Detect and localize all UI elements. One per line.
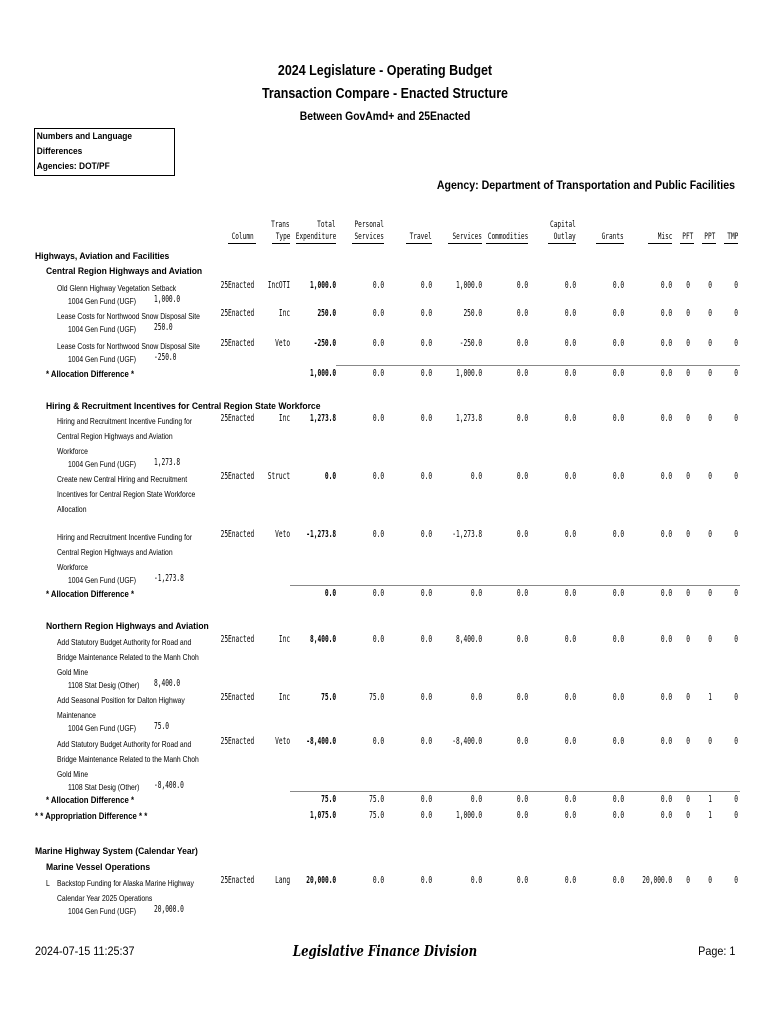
amount-cell: 1,000.0 bbox=[455, 280, 482, 291]
column-value: 25Enacted bbox=[220, 413, 254, 424]
col-total-2: Expenditure bbox=[295, 232, 336, 242]
summary-amount: 0 bbox=[734, 368, 738, 379]
summary-amount: 75.0 bbox=[369, 810, 384, 821]
amount-cell: 0.0 bbox=[470, 471, 482, 482]
report-subtitle: Transaction Compare - Enacted Structure bbox=[261, 86, 508, 102]
amount-cell: 0 bbox=[708, 280, 712, 291]
summary-amount: 0 bbox=[686, 368, 690, 379]
amount-cell: 0.0 bbox=[420, 875, 432, 886]
amount-cell: 0.0 bbox=[420, 634, 432, 645]
fund-amount: 1,000.0 bbox=[154, 294, 181, 305]
summary-amount: 0.0 bbox=[612, 588, 624, 599]
amount-cell: 0.0 bbox=[372, 280, 384, 291]
amount-cell: 0 bbox=[734, 529, 738, 540]
summary-amount: 0.0 bbox=[564, 588, 576, 599]
amount-cell: 0.0 bbox=[660, 736, 672, 747]
amount-cell: 0 bbox=[708, 338, 712, 349]
summary-label: * Allocation Difference * bbox=[46, 589, 135, 600]
column-value: 25Enacted bbox=[220, 529, 254, 540]
amount-cell: -1,273.8 bbox=[306, 529, 336, 540]
amount-cell: 0.0 bbox=[516, 280, 528, 291]
summary-amount: 0.0 bbox=[516, 588, 528, 599]
amount-cell: 0.0 bbox=[516, 692, 528, 703]
amount-cell: 0.0 bbox=[612, 338, 624, 349]
col-trans-1: Trans bbox=[271, 220, 290, 230]
fund-source: 1004 Gen Fund (UGF) bbox=[68, 906, 137, 916]
transaction-description: Bridge Maintenance Related to the Manh Choh bbox=[57, 754, 199, 764]
transaction-description: Backstop Funding for Alaska Marine Highway bbox=[57, 878, 194, 888]
amount-cell: 0.0 bbox=[564, 413, 576, 424]
amount-cell: 0.0 bbox=[372, 875, 384, 886]
transaction-description: Old Glenn Highway Vegetation Setback bbox=[57, 283, 177, 293]
summary-amount: 1 bbox=[708, 794, 712, 805]
transaction-description: Add Seasonal Position for Dalton Highway bbox=[57, 695, 185, 705]
col-personal-1: Personal bbox=[354, 220, 384, 230]
transaction-description: Hiring and Recruitment Incentive Funding for bbox=[57, 532, 193, 542]
subsection-heading: Central Region Highways and Aviation bbox=[46, 266, 203, 277]
filter-box bbox=[34, 128, 175, 176]
amount-cell: 0 bbox=[734, 308, 738, 319]
amount-cell: 0 bbox=[708, 634, 712, 645]
page-number: Page: 1 bbox=[697, 944, 735, 958]
transaction-description: Maintenance bbox=[57, 710, 96, 720]
amount-cell: 0.0 bbox=[612, 736, 624, 747]
amount-cell: 0.0 bbox=[420, 280, 432, 291]
amount-cell: 0.0 bbox=[516, 338, 528, 349]
amount-cell: 0 bbox=[734, 471, 738, 482]
trans-type: IncOTI bbox=[267, 280, 290, 291]
amount-cell: 0 bbox=[734, 280, 738, 291]
summary-amount: 0.0 bbox=[516, 368, 528, 379]
summary-amount: 0 bbox=[686, 794, 690, 805]
col-travel: Travel bbox=[409, 232, 432, 242]
summary-amount: 0 bbox=[734, 794, 738, 805]
summary-amount: 0 bbox=[708, 588, 712, 599]
transaction-description: Add Statutory Budget Authority for Road and bbox=[57, 637, 192, 647]
amount-cell: 0.0 bbox=[660, 692, 672, 703]
amount-cell: 0 bbox=[734, 875, 738, 886]
summary-amount: 1,000.0 bbox=[455, 368, 482, 379]
section-heading: Marine Highway System (Calendar Year) bbox=[35, 846, 198, 857]
summary-amount: 0.0 bbox=[564, 794, 576, 805]
amount-cell: 0.0 bbox=[564, 634, 576, 645]
fund-amount: -250.0 bbox=[154, 352, 177, 363]
amount-cell: 0.0 bbox=[420, 413, 432, 424]
col-total-1: Total bbox=[317, 220, 336, 230]
transaction-description: Workforce bbox=[57, 446, 88, 456]
col-capital-1: Capital bbox=[550, 220, 576, 230]
amount-cell: 0.0 bbox=[372, 471, 384, 482]
fund-amount: 8,400.0 bbox=[154, 678, 181, 689]
summary-amount: 75.0 bbox=[321, 794, 336, 805]
summary-rule bbox=[336, 365, 740, 366]
transaction-description: Allocation bbox=[57, 504, 87, 514]
col-trans-2: Type bbox=[275, 232, 290, 242]
fund-amount: 1,273.8 bbox=[154, 457, 181, 468]
section-heading: Highways, Aviation and Facilities bbox=[35, 251, 170, 262]
col-ppt: PPT bbox=[703, 232, 715, 242]
amount-cell: 0.0 bbox=[420, 471, 432, 482]
amount-cell: 0.0 bbox=[470, 692, 482, 703]
fund-source: 1004 Gen Fund (UGF) bbox=[68, 296, 137, 306]
column-value: 25Enacted bbox=[220, 308, 254, 319]
amount-cell: 0.0 bbox=[324, 471, 336, 482]
amount-cell: 0 bbox=[708, 736, 712, 747]
col-commodities: Commodities bbox=[487, 232, 528, 242]
fund-source: 1004 Gen Fund (UGF) bbox=[68, 575, 137, 585]
fund-source: 1004 Gen Fund (UGF) bbox=[68, 723, 137, 733]
summary-amount: 0.0 bbox=[612, 810, 624, 821]
amount-cell: 1,273.8 bbox=[455, 413, 482, 424]
summary-amount: 0 bbox=[734, 810, 738, 821]
summary-amount: 0.0 bbox=[660, 368, 672, 379]
amount-cell: 0.0 bbox=[420, 692, 432, 703]
amount-cell: -250.0 bbox=[313, 338, 336, 349]
amount-cell: 0.0 bbox=[612, 413, 624, 424]
trans-type: Inc bbox=[278, 692, 290, 703]
summary-amount: 0.0 bbox=[420, 368, 432, 379]
amount-cell: 0.0 bbox=[372, 529, 384, 540]
amount-cell: 0.0 bbox=[372, 413, 384, 424]
amount-cell: 0.0 bbox=[420, 736, 432, 747]
column-value: 25Enacted bbox=[220, 280, 254, 291]
amount-cell: 0.0 bbox=[470, 875, 482, 886]
summary-amount: 0.0 bbox=[660, 810, 672, 821]
summary-amount: 0.0 bbox=[470, 588, 482, 599]
fund-amount: 75.0 bbox=[154, 721, 169, 732]
column-value: 25Enacted bbox=[220, 338, 254, 349]
amount-cell: 0 bbox=[708, 308, 712, 319]
summary-amount: 0 bbox=[686, 810, 690, 821]
transaction-description: Calendar Year 2025 Operations bbox=[57, 893, 153, 903]
col-misc: Misc bbox=[657, 232, 672, 242]
summary-amount: 0.0 bbox=[660, 794, 672, 805]
col-tmp: TMP bbox=[726, 232, 738, 242]
summary-amount: 0.0 bbox=[420, 794, 432, 805]
amount-cell: 0.0 bbox=[660, 338, 672, 349]
fund-source: 1108 Stat Desig (Other) bbox=[68, 782, 140, 792]
amount-cell: -1,273.8 bbox=[452, 529, 482, 540]
column-value: 25Enacted bbox=[220, 471, 254, 482]
report-timestamp: 2024-07-15 11:25:37 bbox=[35, 944, 135, 958]
trans-type: Veto bbox=[275, 736, 290, 747]
column-value: 25Enacted bbox=[220, 692, 254, 703]
amount-cell: 0 bbox=[708, 875, 712, 886]
amount-cell: 20,000.0 bbox=[642, 875, 672, 886]
amount-cell: 0 bbox=[686, 692, 690, 703]
amount-cell: 0.0 bbox=[420, 529, 432, 540]
amount-cell: 1,000.0 bbox=[309, 280, 336, 291]
trans-type: Veto bbox=[275, 338, 290, 349]
amount-cell: -8,400.0 bbox=[452, 736, 482, 747]
amount-cell: 0.0 bbox=[516, 875, 528, 886]
summary-label: * * Appropriation Difference * * bbox=[35, 811, 148, 822]
summary-label: * Allocation Difference * bbox=[46, 795, 135, 806]
amount-cell: 0.0 bbox=[564, 471, 576, 482]
summary-rule bbox=[290, 585, 740, 586]
col-personal-2: Services bbox=[354, 232, 384, 242]
amount-cell: 0.0 bbox=[564, 529, 576, 540]
col-capital-2: Outlay bbox=[553, 232, 576, 242]
amount-cell: 8,400.0 bbox=[309, 634, 336, 645]
summary-amount: 0.0 bbox=[564, 810, 576, 821]
amount-cell: 0.0 bbox=[420, 338, 432, 349]
fund-amount: -1,273.8 bbox=[154, 573, 184, 584]
amount-cell: 0.0 bbox=[516, 471, 528, 482]
col-pft: PFT bbox=[681, 232, 693, 242]
amount-cell: 0.0 bbox=[516, 634, 528, 645]
report-compare-range: Between GovAmd+ and 25Enacted bbox=[299, 111, 471, 123]
amount-cell: 0 bbox=[708, 413, 712, 424]
amount-cell: 0 bbox=[686, 471, 690, 482]
transaction-description: Create new Central Hiring and Recruitment bbox=[57, 474, 188, 484]
summary-amount: 0.0 bbox=[372, 588, 384, 599]
amount-cell: -8,400.0 bbox=[306, 736, 336, 747]
amount-cell: 1,273.8 bbox=[309, 413, 336, 424]
summary-amount: 0 bbox=[686, 588, 690, 599]
amount-cell: 0.0 bbox=[372, 338, 384, 349]
report-title: 2024 Legislature - Operating Budget bbox=[277, 63, 493, 79]
amount-cell: 0.0 bbox=[612, 471, 624, 482]
amount-cell: 0 bbox=[686, 736, 690, 747]
amount-cell: 0 bbox=[734, 736, 738, 747]
trans-type: Inc bbox=[278, 413, 290, 424]
amount-cell: 0.0 bbox=[612, 529, 624, 540]
amount-cell: 0.0 bbox=[660, 413, 672, 424]
amount-cell: 0.0 bbox=[564, 875, 576, 886]
col-grants: Grants bbox=[601, 232, 624, 242]
amount-cell: 0.0 bbox=[612, 875, 624, 886]
amount-cell: 0.0 bbox=[612, 692, 624, 703]
amount-cell: 0.0 bbox=[516, 413, 528, 424]
trans-type: Veto bbox=[275, 529, 290, 540]
amount-cell: 0.0 bbox=[564, 308, 576, 319]
amount-cell: 1 bbox=[708, 692, 712, 703]
amount-cell: 20,000.0 bbox=[306, 875, 336, 886]
amount-cell: 0.0 bbox=[564, 280, 576, 291]
fund-source: 1108 Stat Desig (Other) bbox=[68, 680, 140, 690]
transaction-description: Workforce bbox=[57, 562, 88, 572]
trans-type: Inc bbox=[278, 634, 290, 645]
summary-amount: 75.0 bbox=[369, 794, 384, 805]
amount-cell: 8,400.0 bbox=[455, 634, 482, 645]
subsection-heading: Hiring & Recruitment Incentives for Central Region State Workforce bbox=[46, 401, 321, 412]
transaction-description: Incentives for Central Region State Workforce bbox=[57, 489, 196, 499]
amount-cell: 0.0 bbox=[564, 338, 576, 349]
subsection-heading: Northern Region Highways and Aviation bbox=[46, 621, 209, 632]
amount-cell: 0.0 bbox=[420, 308, 432, 319]
amount-cell: 0 bbox=[686, 529, 690, 540]
amount-cell: 0.0 bbox=[612, 280, 624, 291]
amount-cell: 0 bbox=[686, 634, 690, 645]
transaction-description: Hiring and Recruitment Incentive Funding for bbox=[57, 416, 193, 426]
summary-amount: 0.0 bbox=[372, 368, 384, 379]
amount-cell: 0.0 bbox=[516, 529, 528, 540]
filter-line: Numbers and Language bbox=[36, 131, 132, 142]
amount-cell: 0 bbox=[734, 338, 738, 349]
amount-cell: 0 bbox=[686, 338, 690, 349]
amount-cell: 0 bbox=[686, 280, 690, 291]
amount-cell: 250.0 bbox=[463, 308, 482, 319]
language-prefix: L bbox=[46, 878, 50, 888]
amount-cell: 0.0 bbox=[660, 308, 672, 319]
transaction-description: Bridge Maintenance Related to the Manh Choh bbox=[57, 652, 199, 662]
summary-amount: 1,075.0 bbox=[309, 810, 336, 821]
summary-amount: 0.0 bbox=[420, 810, 432, 821]
summary-amount: 0.0 bbox=[516, 810, 528, 821]
summary-amount: 0 bbox=[734, 588, 738, 599]
column-value: 25Enacted bbox=[220, 634, 254, 645]
fund-amount: -8,400.0 bbox=[154, 780, 184, 791]
summary-label: * Allocation Difference * bbox=[46, 369, 135, 380]
amount-cell: 0 bbox=[708, 529, 712, 540]
summary-amount: 0.0 bbox=[324, 588, 336, 599]
amount-cell: 0.0 bbox=[660, 529, 672, 540]
amount-cell: 0.0 bbox=[612, 308, 624, 319]
summary-amount: 0.0 bbox=[612, 368, 624, 379]
fund-source: 1004 Gen Fund (UGF) bbox=[68, 459, 137, 469]
transaction-description: Lease Costs for Northwood Snow Disposal Site bbox=[57, 311, 200, 321]
amount-cell: 0.0 bbox=[516, 308, 528, 319]
filter-line: Agencies: DOT/PF bbox=[36, 161, 110, 172]
trans-type: Lang bbox=[275, 875, 290, 886]
amount-cell: 0.0 bbox=[660, 634, 672, 645]
amount-cell: 0.0 bbox=[372, 736, 384, 747]
transaction-description: Gold Mine bbox=[57, 769, 89, 779]
summary-amount: 0.0 bbox=[612, 794, 624, 805]
summary-amount: 0.0 bbox=[564, 368, 576, 379]
fund-source: 1004 Gen Fund (UGF) bbox=[68, 354, 137, 364]
amount-cell: 0 bbox=[708, 471, 712, 482]
transaction-description: Central Region Highways and Aviation bbox=[57, 431, 173, 441]
fund-amount: 250.0 bbox=[154, 322, 173, 333]
filter-line: Differences bbox=[36, 146, 83, 157]
trans-type: Inc bbox=[278, 308, 290, 319]
amount-cell: 0.0 bbox=[564, 692, 576, 703]
trans-type: Struct bbox=[267, 471, 290, 482]
amount-cell: 0.0 bbox=[612, 634, 624, 645]
amount-cell: -250.0 bbox=[459, 338, 482, 349]
amount-cell: 0.0 bbox=[372, 308, 384, 319]
summary-amount: 0.0 bbox=[516, 794, 528, 805]
division-signature: Legislative Finance Division bbox=[292, 942, 478, 960]
col-services: Services bbox=[452, 232, 482, 242]
summary-amount: 1,000.0 bbox=[455, 810, 482, 821]
transaction-description: Central Region Highways and Aviation bbox=[57, 547, 173, 557]
summary-amount: 0.0 bbox=[660, 588, 672, 599]
subsection-heading: Marine Vessel Operations bbox=[46, 862, 151, 873]
agency-label: Agency: Department of Transportation and Public Facilities bbox=[436, 180, 735, 192]
amount-cell: 0 bbox=[686, 875, 690, 886]
summary-amount: 1 bbox=[708, 810, 712, 821]
amount-cell: 75.0 bbox=[321, 692, 336, 703]
amount-cell: 0.0 bbox=[660, 280, 672, 291]
summary-rule bbox=[290, 791, 740, 792]
amount-cell: 0.0 bbox=[372, 634, 384, 645]
column-value: 25Enacted bbox=[220, 736, 254, 747]
amount-cell: 0 bbox=[734, 634, 738, 645]
summary-amount: 0.0 bbox=[470, 794, 482, 805]
fund-source: 1004 Gen Fund (UGF) bbox=[68, 324, 137, 334]
col-column: Column bbox=[231, 232, 254, 242]
summary-amount: 0 bbox=[708, 368, 712, 379]
amount-cell: 0 bbox=[734, 692, 738, 703]
transaction-description: Lease Costs for Northwood Snow Disposal Site bbox=[57, 341, 200, 351]
amount-cell: 75.0 bbox=[369, 692, 384, 703]
amount-cell: 0.0 bbox=[564, 736, 576, 747]
amount-cell: 0.0 bbox=[660, 471, 672, 482]
transaction-description: Add Statutory Budget Authority for Road and bbox=[57, 739, 192, 749]
summary-amount: 0.0 bbox=[420, 588, 432, 599]
amount-cell: 0 bbox=[686, 413, 690, 424]
amount-cell: 0.0 bbox=[516, 736, 528, 747]
column-value: 25Enacted bbox=[220, 875, 254, 886]
amount-cell: 0 bbox=[686, 308, 690, 319]
fund-amount: 20,000.0 bbox=[154, 904, 184, 915]
amount-cell: 0 bbox=[734, 413, 738, 424]
summary-amount: 1,000.0 bbox=[309, 368, 336, 379]
transaction-description: Gold Mine bbox=[57, 667, 89, 677]
amount-cell: 250.0 bbox=[317, 308, 336, 319]
